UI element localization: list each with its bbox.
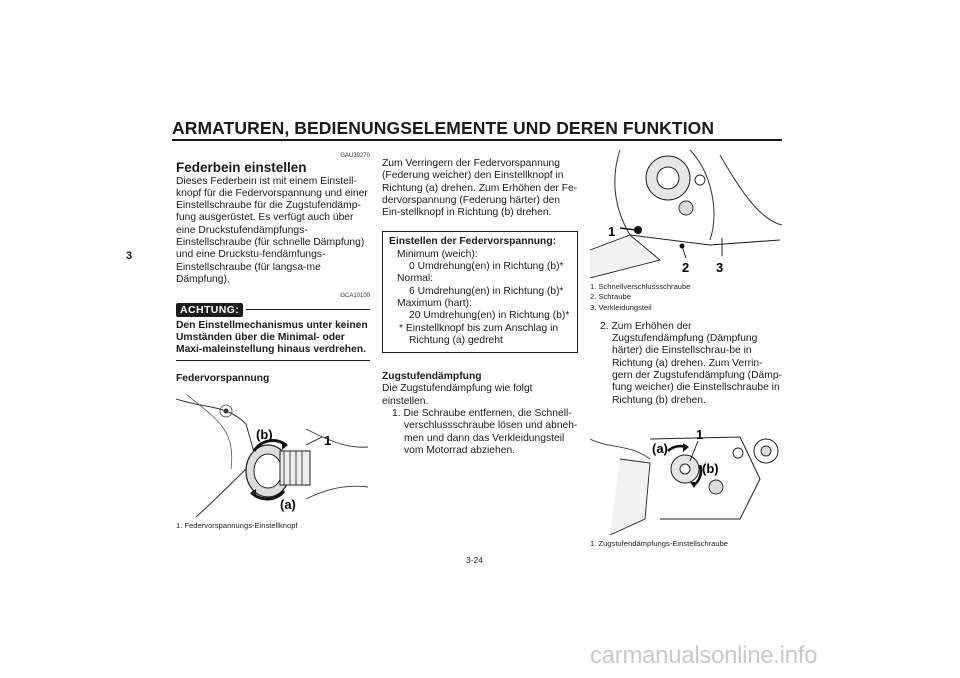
intro-paragraph: Dieses Federbein ist mit einem Einstell-knopf für die Federvorspannung und einer Einstellschraube für die Zugstufendämp-fung ausgerüstet. Es verfügt auch über eine Druckstufendämpfungs-Einstellschraube (für schnelle Dämpfung) und eine Druckstu-fendämfungs-Einstellschraube (für langsa-me Dämpfung).: [176, 175, 368, 285]
column-right: [590, 150, 782, 549]
label-1: 1: [324, 433, 332, 449]
spec-title: Einstellen der Federvorspannung:: [389, 236, 557, 248]
rebound-intro: Die Zugstufendämpfung wie folgt einstellen.: [382, 383, 533, 407]
spec-max-label: Maximum (hart):: [397, 297, 472, 309]
watermark: carmanualsonline.info: [590, 642, 818, 669]
caption-item: 3. Verkleidungsteil: [590, 302, 652, 312]
section-title: Federbein einstellen: [176, 160, 307, 176]
figure-caption: 1. Federvorspannungs-Einstellknopf: [176, 521, 298, 531]
label-b: (b): [702, 460, 719, 476]
step-2: 2. Zum Erhöhen der Zugstufendämpfung (Dämpfung härter) die Einstellschrau-be in Richtung (a) drehen. Zum Verrin-gern der Zugstufendämpfung (Dämp-fung weicher) die Einstellschraube in Richtung (b) drehen.: [600, 320, 782, 406]
label-b: (b): [256, 427, 273, 443]
caution-text: Den Einstellmechanismus unter keinen Umständen über die Minimal- oder Maxi-maleinstellung hinaus verdrehen.: [176, 319, 368, 356]
page-number: 3-24: [466, 555, 484, 565]
column-middle: [382, 150, 578, 457]
label-3: 3: [716, 260, 724, 275]
figure-cowling: [590, 150, 782, 278]
spec-min-value: 0 Umdrehung(en) in Richtung (b)*: [409, 261, 564, 273]
ref-code: GAU39270: [340, 153, 370, 159]
label-a: (a): [652, 440, 668, 456]
label-a: (a): [280, 497, 296, 513]
caution-label: ACHTUNG:: [176, 303, 243, 317]
caution-bottom-rule: [176, 360, 370, 361]
spec-max-value: 20 Umdrehung(en) in Richtung (b)*: [409, 310, 570, 322]
caution-rule: [246, 309, 370, 310]
label-1: 1: [608, 224, 616, 239]
spec-footnote: * Einstellknopf bis zum Anschlag in Richtung (a) gedreht: [399, 322, 559, 346]
column-left: [176, 150, 370, 531]
label-2: 2: [682, 260, 690, 275]
preload-knob-illustration: [176, 389, 368, 517]
preload-instructions: Zum Verringern der Federvorspannung (Federung weicher) den Einstellknopf in Richtung (a) drehen. Zum Erhöhen der Fe-dervorspannung (Federung härter) den Ein-stellknopf in Richtung (b) drehen.: [382, 158, 578, 219]
rebound-screw-illustration: [590, 419, 782, 535]
cowling-caption-list: [590, 282, 782, 313]
step-1: 1. Die Schraube entfernen, die Schnell-verschlussschraube lösen und abneh-men und dann das Verkleidungsteil vom Motorrad abziehen.: [392, 408, 578, 456]
chapter-number: 3: [126, 250, 133, 262]
subhead-preload: Federvorspannung: [176, 372, 270, 384]
caution-header: [176, 303, 370, 317]
cowling-illustration: [590, 150, 782, 278]
rebound-caption: 1. Zugstufendämpfungs-Einstellschraube: [590, 538, 729, 548]
spec-normal-label: Normal:: [397, 273, 434, 285]
figure-preload-knob: [176, 389, 368, 517]
figure-rebound-screw: [590, 419, 782, 535]
preload-spec-box: [382, 231, 578, 353]
page-header: [172, 118, 782, 139]
page-title: ARMATUREN, BEDIENUNGSELEMENTE UND DEREN FUNKTION: [172, 118, 715, 138]
spec-normal-value: 6 Umdrehung(en) in Richtung (b)*: [409, 285, 564, 297]
caption-item: 2. Schraube: [590, 292, 631, 302]
spec-min-label: Minimum (weich):: [397, 248, 478, 260]
caution-ref-code: GCA10100: [340, 293, 370, 300]
header-rule: [172, 139, 782, 141]
label-1: 1: [696, 426, 704, 442]
caption-item: 1. Schnellverschlussschraube: [590, 282, 691, 291]
subhead-rebound: Zugstufendämpfung: [382, 371, 482, 383]
